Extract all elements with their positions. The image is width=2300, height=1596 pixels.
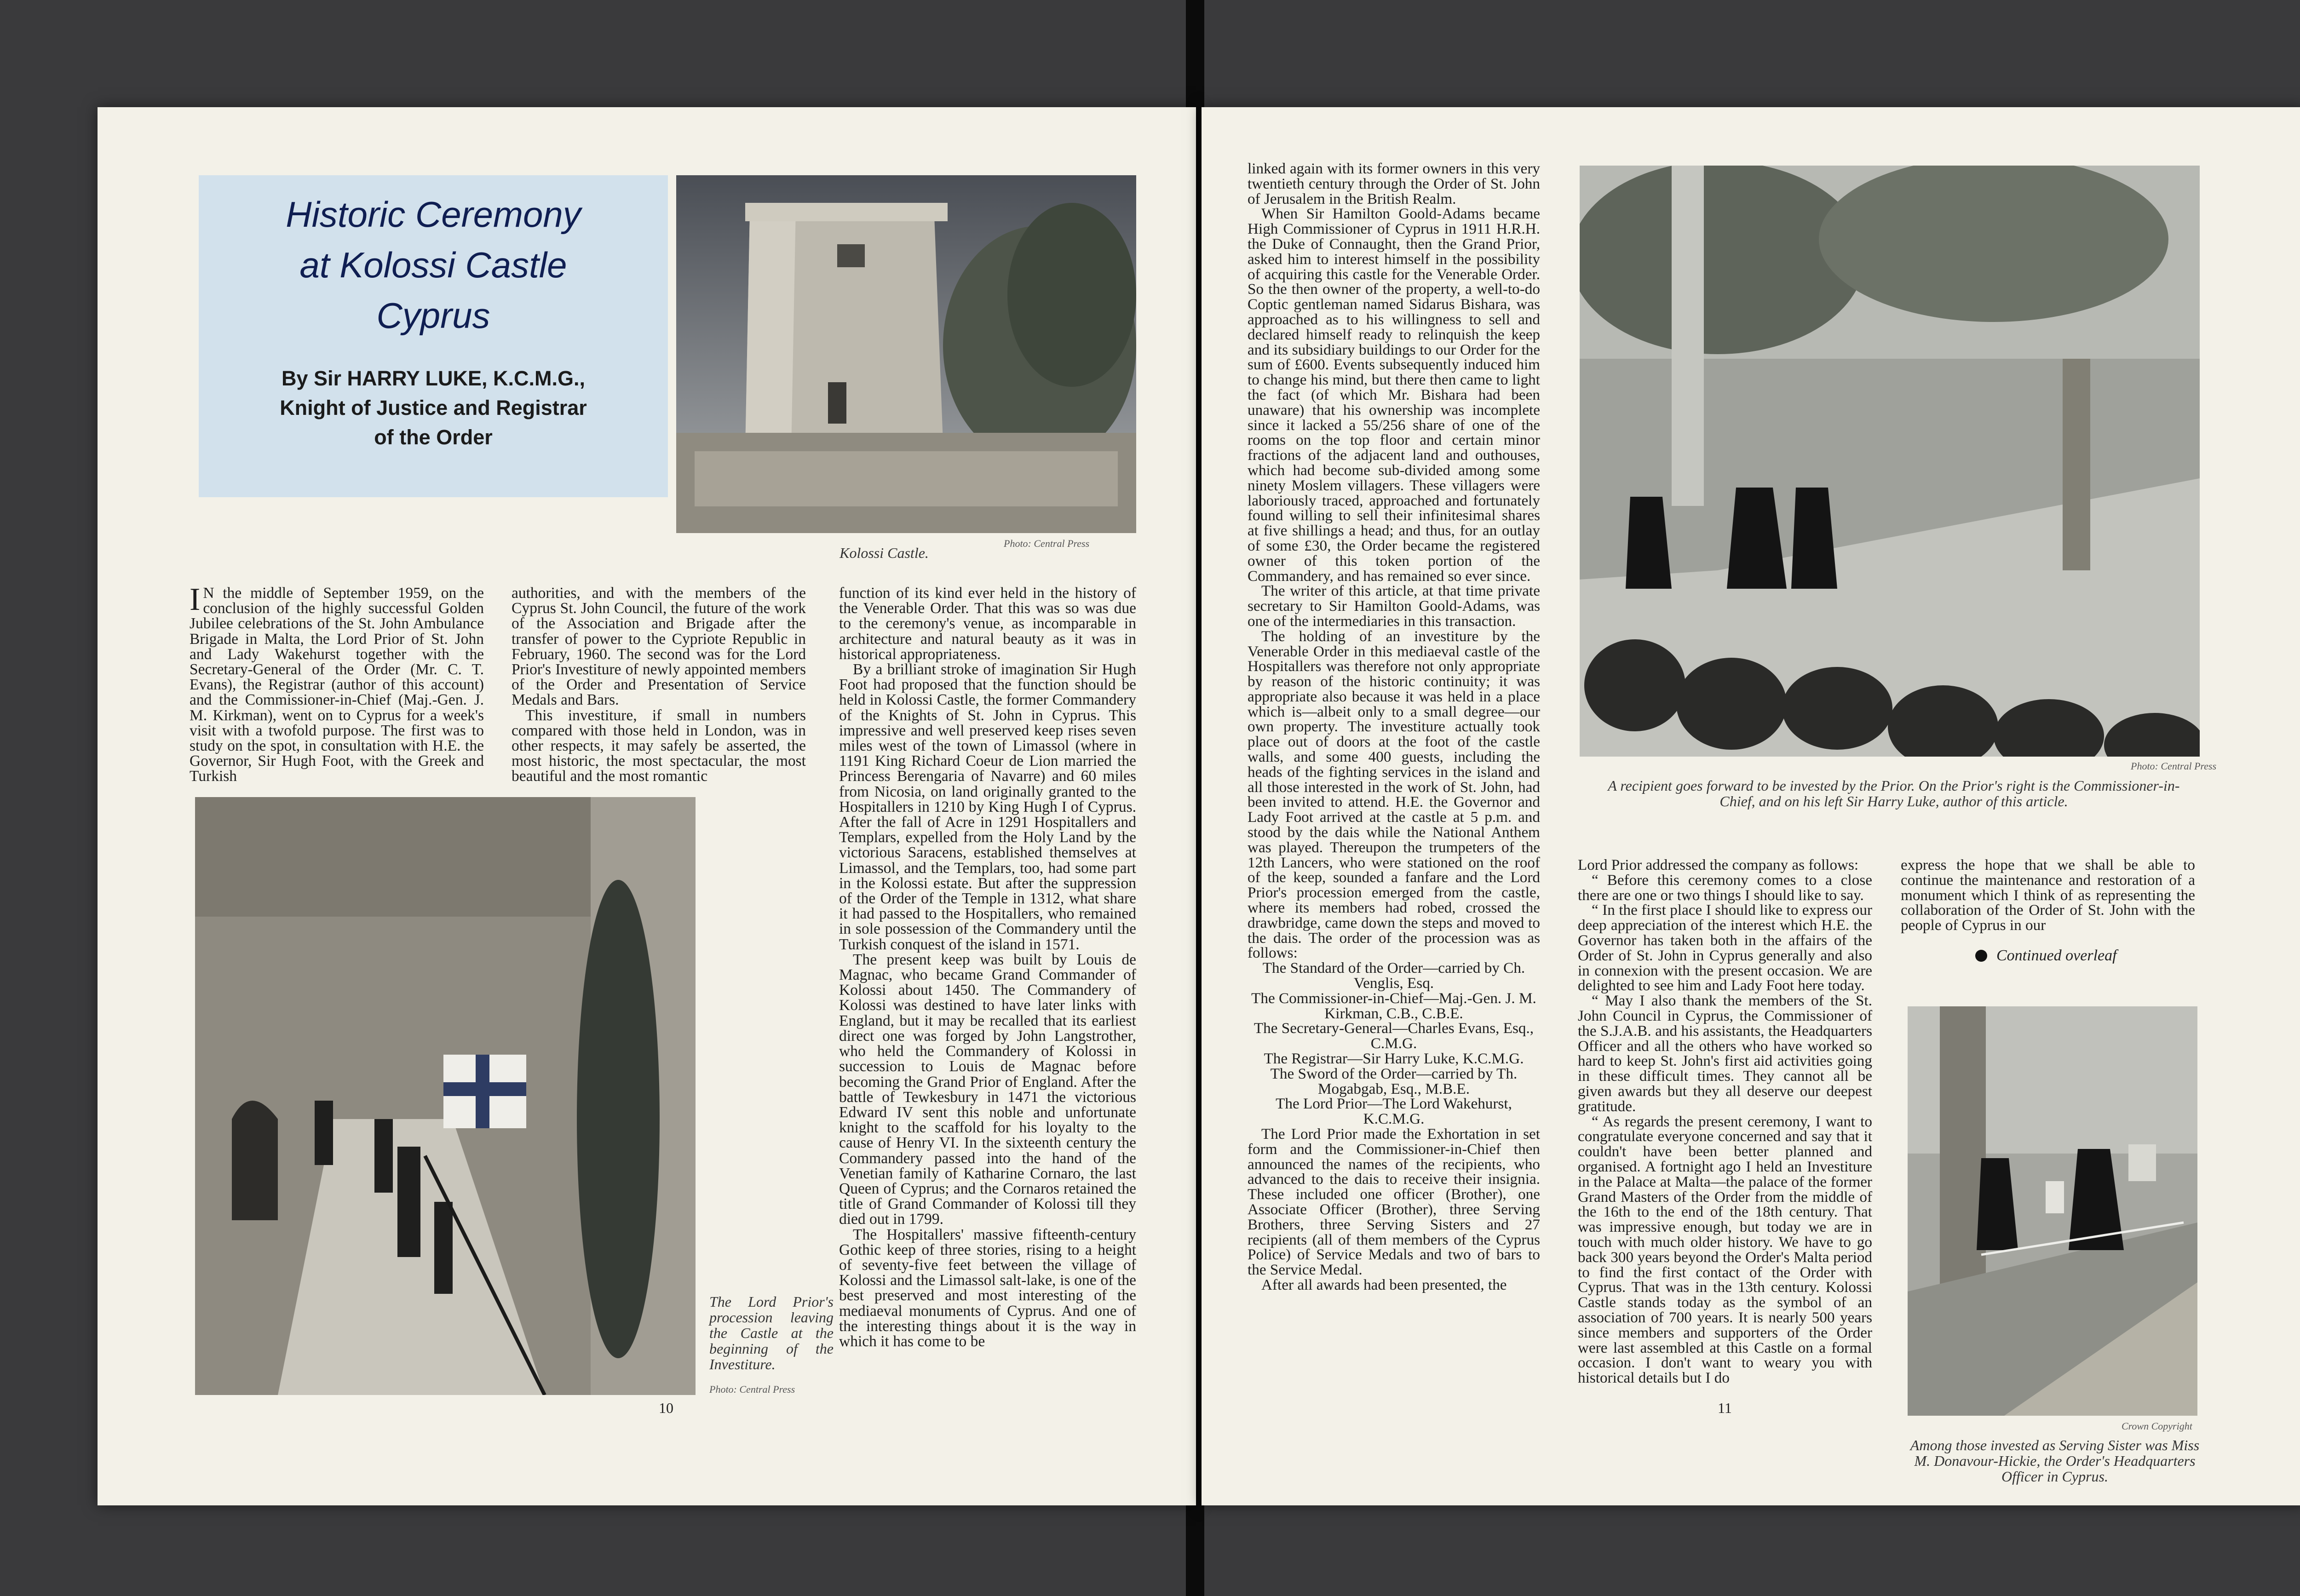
photo1-credit: Photo: Central Press [1004, 538, 1090, 549]
right-col1-paragraph-2: When Sir Hamilton Goold-Adams became High Commissioner of Cyprus in 1911 H.R.H. the Duke of Connaught, then the Grand Prior, asked him to interest himself in the possibility of acquiring this castle for the Venerable Order. So the then owner of the property, a well-to-do Coptic gentleman named Sidarus Bishara, was approached as to his willingness to sell and declared himself ready to relinquish the keep and its subsidiary buildings to our Order for the sum of £600. Events subsequently induced him to change his mind, but there then came to light the fact (of which Mr. Bishara had been unaware) that his ownership was incomplete since it lacked a 55/256 share of one of the rooms on the top floor and certain minor fractions of the adjacent land and outhouses, which had become sub-divided among some ninety Moslem villagers. These villagers were laboriously traced, approached and fortunately found willing to sell their infinitesimal shares at five shillings a head; and thus, for an outlay of some £30, the Order became the registered owner of this token portion of the Commandery, and has remained so ever since. [1248, 205, 1540, 585]
photo1-caption: Kolossi Castle. [840, 545, 929, 561]
procession-item-5: The Sword of the Order—carried by Th. Mogabgab, Esq., M.B.E. [1270, 1065, 1518, 1097]
photo-procession [195, 797, 696, 1395]
drop-cap: I [190, 582, 201, 617]
photo3-caption: A recipient goes forward to be invested by the Prior. On the Prior's right is the Commissioner-in-Chief, and on his left Sir Harry Luke, author of this article. [1608, 777, 2180, 809]
investiture-image [1580, 166, 2200, 757]
serving-sister-image [1908, 1006, 2197, 1416]
right-col3-paragraph-1: express the hope that we shall be able to continue the maintenance and restoration of a monument which I think of as representing the collaboration of the Order of St. John with the people of Cyprus in our [1901, 856, 2195, 934]
photo-serving-sister [1908, 1006, 2197, 1416]
left-col3-paragraph-3: The present keep was built by Louis de Magnac, who became Grand Commander of Kolossi about 1450. The Commandery of Kolossi was destined to have later links with England, but it may be recalled that its earliest direct one was forged by John Langstrother, who held the Commandery of Kolossi in succession to Louis de Magnac before becoming the Grand Prior of England. After the battle of Tewkesbury in 1471 the victorious Edward IV sent this noble and unfortunate knight to the scaffold for his loyalty to the cause of Henry VI. In the sixteenth century the Commandery passed into the hand of the Venetian family of Katharine Cornaro, the last Queen of Cyprus; and the Cornaros retained the title of Grand Commander of Kolossi till they died out in 1799. [839, 951, 1136, 1228]
right-column-3 [1901, 858, 2195, 933]
procession-item-4: The Registrar—Sir Harry Luke, K.C.M.G. [1264, 1050, 1524, 1068]
procession-item-1: The Standard of the Order—carried by Ch. Venglis, Esq. [1262, 959, 1525, 992]
photo3-credit: Photo: Central Press [2131, 760, 2217, 772]
left-col2-paragraph-2: This investiture, if small in numbers compared with those held in London, was in other respects, it may safely be asserted, the most historic, the most spectacular, the most beautiful and the most romantic [512, 706, 806, 785]
procession-item-6: The Lord Prior—The Lord Wakehurst, K.C.M.G. [1276, 1095, 1512, 1128]
photo4-caption: Among those invested as Serving Sister was Miss M. Donavour-Hickie, the Order's Headquarters Officer in Cyprus. [1910, 1437, 2200, 1485]
left-col1-text: N the middle of September 1959, on the conclusion of the highly successful Golden Jubilee celebrations of the St. John Ambulance Brigade in Malta, the Lord Prior of St. John and Lady Wakehurst together with the Secretary-General of the Order (Mr. C. T. Evans), the Registrar (author of this account) and the Commissioner-in-Chief (Maj.-Gen. J. M. Kirkman), went on to Cyprus for a week's visit with a twofold purpose. The first was to study on the spot, in consultation with H.E. the Governor, Sir Hugh Foot, with the Greek and Turkish [190, 585, 484, 785]
page-number-right: 11 [1718, 1400, 1732, 1416]
left-col1-paragraph [190, 582, 484, 785]
photo2-credit: Photo: Central Press [709, 1384, 795, 1395]
left-page [98, 107, 1196, 1505]
photo-investiture [1580, 166, 2200, 757]
right-column-1 [1248, 161, 1540, 1293]
photo-kolossi-castle [676, 175, 1136, 533]
title-box [199, 175, 668, 497]
right-col2-paragraph-2: “ Before this ceremony comes to a close there are one or two things I should like to say. [1578, 871, 1872, 904]
right-col1-paragraph-4: The holding of an investiture by the Venerable Order in this mediaeval castle of the Hospitallers was therefore not only appropriate by reason of the historic continuity; it was appropriate also because it was held in a place which is—albeit only to a small degree—our own property. The investiture actually took place out of doors at the foot of the castle walls, and some 400 guests, including the heads of the fighting services in the island and all those interested in the work of St. John, had been invited to attend. H.E. the Governor and Lady Foot arrived at the castle at 5 p.m. and stood by the dais while the National Anthem was played. Thereupon the trumpeters of the 12th Lancers, who were stationed on the roof of the keep, sounded a fanfare and the Lord Prior's procession emerged from the castle, where its members had robed, crossed the drawbridge, came down the steps and moved to the dais. The order of the procession was as follows: [1248, 627, 1540, 962]
right-col2-paragraph-3: “ In the first place I should like to express our deep appreciation of the interest which H.E. the Governor has taken both in the affairs of the Order of St. John in Cyprus generally and also in connexion with the present occasion. We are delighted to see him and Lady Foot here today. [1578, 901, 1872, 994]
continued-overleaf [1975, 947, 2117, 964]
right-page [1202, 107, 2300, 1505]
left-col2-paragraph-1: authorities, and with the members of the Cyprus St. John Council, the future of the work of the Association and Brigade after the transfer of power to the Cypriote Republic in February, 1960. The second was for the Lord Prior's Investiture of newly appointed members of the Order and Presentation of Service Medals and Bars. [512, 585, 806, 709]
continued-text: Continued overleaf [1996, 947, 2117, 964]
right-col2-paragraph-5: “ As regards the present ceremony, I want to congratulate everyone concerned and say that it couldn't have been better planned and organised. A fortnight ago I held an Investiture in the Palace at Malta—the palace of the former Grand Masters of the Order from the middle of the 16th to the end of the 18th century. That was impressive enough, but today we are in touch with much older history. We have to go back 300 years beyond the Order's Malta period to find the first contact of the Order with Cyprus. That was in the 13th century. Kolossi Castle stands today as the symbol of an association of 700 years. It is nearly 500 years since members and supporters of the Order were last assembled at this Castle on a formal occasion. I don't want to weary you with historical details but I do [1578, 1113, 1872, 1387]
byline-author: By Sir HARRY LUKE, K.C.M.G., [281, 367, 586, 390]
page-number-left: 10 [659, 1400, 673, 1416]
photo4-credit: Crown Copyright [2122, 1420, 2192, 1432]
left-col3-paragraph-4: The Hospitallers' massive fifteenth-century Gothic keep of three stories, rising to a height of seventy-five feet between the village of Kolossi and the Limassol salt-lake, is one of the best preserved and most interesting of the mediaeval monuments of Cyprus. And one of the interesting things about it is the way in which it has come to be [839, 1226, 1136, 1350]
headline-line-3: Cyprus [376, 295, 490, 336]
left-column-3 [839, 586, 1136, 1349]
right-col1-paragraph-3: The writer of this article, at that time private secretary to Sir Hamilton Goold-Adams, was one of the intermediaries in this transaction. [1248, 582, 1540, 630]
right-col2-paragraph-1: Lord Prior addressed the company as follows: [1578, 856, 1859, 873]
left-column-2 [512, 586, 806, 784]
right-col1-paragraph-5: The Lord Prior made the Exhortation in set form and the Commissioner-in-Chief then announced the names of the recipients, who advanced to the dais to receive their insignia. These included one officer (Brother), one Associate Officer (Brother), three Serving Brothers, three Serving Sisters and 27 recipients (all of them members of the Cyprus Police) of Service Medals and two of bars to the Service Medal. [1248, 1125, 1540, 1279]
left-column-1 [190, 582, 484, 785]
bullet-icon [1975, 950, 1987, 962]
left-col3-paragraph-2: By a brilliant stroke of imagination Sir Hugh Foot had proposed that the function should be held in Kolossi Castle, the former Commandery of the Knights of St. John in Cyprus. This impressive and well preserved keep rises seven miles west of the town of Limassol (where in 1191 King Richard Coeur de Lion married the Princess Berengaria of Navarre) and 60 miles from Nicosia, on land originally granted to the Hospitallers in 1210 by King Hugh I of Cyprus. After the fall of Acre in 1291 Hospitallers and Templars, expelled from the Holy Land by the victorious Saracens, established themselves at Limassol, and the Templars, too, had some part in the Kolossi estate. But after the suppression of the Order of the Temple in 1312, what share it had passed to the Hospitallers, who remained in sole possession of the Commandery until the Turkish conquest of the island in 1571. [839, 661, 1136, 953]
procession-image [195, 797, 696, 1395]
right-col1-paragraph-1: linked again with its former owners in this very twentieth century through the Order of St. John of Jerusalem in the British Realm. [1248, 160, 1540, 207]
castle-image [676, 175, 1136, 533]
left-col3-paragraph-1: function of its kind ever held in the history of the Venerable Order. That this was so was due to the ceremony's venue, as incomparable in architecture and natural beauty as it was in historical appropriateness. [839, 585, 1136, 663]
photo2-caption: The Lord Prior's procession leaving the Castle at the beginning of the Investiture. [709, 1293, 834, 1372]
procession-item-2: The Commissioner-in-Chief—Maj.-Gen. J. M. Kirkman, C.B., C.B.E. [1251, 989, 1536, 1022]
byline-title: Knight of Justice and Registrar [280, 396, 587, 419]
byline-order: of the Order [374, 425, 493, 449]
right-col1-paragraph-6: After all awards had been presented, the [1261, 1276, 1507, 1293]
headline-line-2: at Kolossi Castle [299, 245, 567, 285]
headline-line-1: Historic Ceremony [286, 194, 581, 235]
procession-item-3: The Secretary-General—Charles Evans, Esq., C.M.G. [1254, 1020, 1534, 1052]
right-col2-paragraph-4: “ May I also thank the members of the St. John Council in Cyprus, the Commissioner of the S.J.A.B. and his assistants, the Headquarters Officer and all the others who have worked so hard to keep St. John's first aid activities going in these difficult times. They cannot all be given awards but they all deserve our deepest gratitude. [1578, 992, 1872, 1115]
right-column-2 [1578, 858, 1872, 1386]
